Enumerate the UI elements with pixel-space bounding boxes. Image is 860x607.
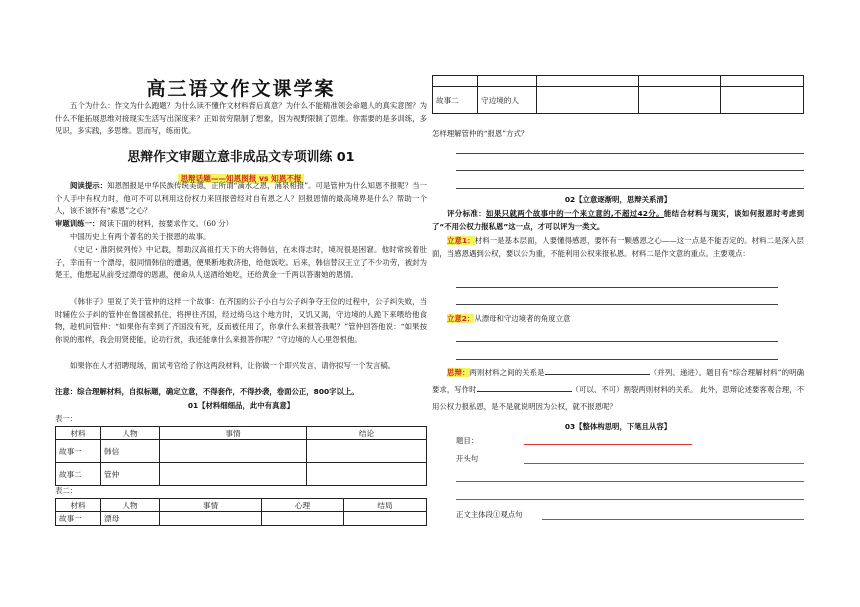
answer-line[interactable] xyxy=(456,359,778,360)
answer-line[interactable] xyxy=(456,153,804,154)
reading-tip-text: 知恩图报是中华民族传统美德，正所谓“滴水之恩，涌泉相报”。可是管仲为什么知恩不报呢？当一个人手中有权力时，他可不可以利用这份权力来回报曾经对自有恩之人？回报恩情的最高境界是什么？帮助一个人，该不该怀有“索恩”之心？ xyxy=(55,181,427,216)
criteria-label: 评分标准： xyxy=(447,209,487,218)
table-row xyxy=(56,440,427,463)
writing-line[interactable] xyxy=(456,481,804,482)
section2-heading: 02【立意逐渐明，思辩关系清】 xyxy=(564,195,672,204)
table-header-cell: 结局 xyxy=(344,499,427,512)
table-header-cell: 结论 xyxy=(307,427,427,440)
relation-blank[interactable] xyxy=(545,366,650,375)
table-row xyxy=(56,463,427,486)
table-cell[interactable] xyxy=(160,512,262,526)
criteria-underlined: 如果只就两个故事中的一个来立意的,不超过42分。 xyxy=(486,209,664,218)
intro-paragraph: 五个为什么：作文为什么跑题？为什么读不懂作文材料背后真意？为什么不能精准领会命题人的真实意图？为什么不能拓展思维对接现实生活写出深度来？正如贫穷限制了想象，因为视野限制了思维。你需要的是多训练，多见识，多实践，多思维。思而写，练而优。 xyxy=(55,101,427,136)
table-cell[interactable]: 漂母 xyxy=(101,512,160,526)
table-cell[interactable] xyxy=(160,440,307,463)
table-cell: 故事一 xyxy=(56,512,101,526)
table-cell[interactable] xyxy=(639,87,721,114)
thinking-paragraph xyxy=(432,364,804,415)
choice-blank[interactable] xyxy=(477,383,572,392)
table-row xyxy=(433,76,804,87)
training-label: 审题训练一： xyxy=(55,219,100,228)
table-cell[interactable] xyxy=(537,76,639,87)
table-cell[interactable] xyxy=(262,512,344,526)
scoring-criteria xyxy=(432,208,804,233)
table-two-continued xyxy=(432,75,804,114)
table-header-cell: 人物 xyxy=(101,499,160,512)
table-header-cell: 人物 xyxy=(101,427,160,440)
table-cell[interactable]: 守边境的人 xyxy=(478,87,537,114)
note-text: 注意：综合理解材料，自拟标题，确定立意，不得套作，不得抄袭，卷面公正，800字以上。 xyxy=(55,387,359,396)
section-subtitle: 思辩作文审题立意非成品文专项训练 01 xyxy=(127,150,355,165)
table-row xyxy=(56,512,427,526)
table-cell[interactable] xyxy=(639,76,721,87)
section3-heading: 03【整体构思明，下笔且从容】 xyxy=(564,422,672,431)
opening-line[interactable] xyxy=(524,463,804,464)
opening-label: 开头句 xyxy=(456,454,479,463)
table-cell xyxy=(433,76,478,87)
table-cell[interactable] xyxy=(344,512,427,526)
thinking-label: 思辩： xyxy=(447,368,470,377)
idea1-text: 材料一是基本层面，人要懂得感恩，要怀有一颗感恩之心——这一点是不能否定的。材料二是深入层面，当感恩遇到公权，要以公为重，不能利用公权来报私恩。材料二是作文意的重点。主要观点： xyxy=(432,236,804,258)
table-cell[interactable] xyxy=(537,87,639,114)
answer-line[interactable] xyxy=(456,188,804,189)
table-header-cell: 心理 xyxy=(262,499,344,512)
section1-heading: 01【材料细细品，此中有真意】 xyxy=(187,401,295,410)
table-one xyxy=(55,426,427,486)
answer-line[interactable] xyxy=(456,170,804,171)
table-header-row xyxy=(56,427,427,440)
answer-line[interactable] xyxy=(456,304,778,305)
body-label: 正文主体段①观点句 xyxy=(456,510,523,519)
idea1-label: 立意1： xyxy=(447,236,475,245)
task-text: 如果你在人才招聘现场，面试考官给了你这两段材料，让你做一个即兴发言，请你拟写一个发言稿。 xyxy=(70,361,396,370)
table-cell[interactable]: 管仲 xyxy=(101,463,160,486)
writing-line[interactable] xyxy=(456,499,804,500)
title-line[interactable] xyxy=(524,444,692,445)
table-cell[interactable] xyxy=(721,76,804,87)
reading-tip xyxy=(55,180,427,218)
story-two: 《韩非子》里说了关于管仲的这样一个故事：在齐国的公子小白与公子纠争夺王位的过程中，公子纠失败，当时辅佐公子纠的管仲在鲁国被抓住，将押往齐国，经过绮乌这个地方时，又饥又渴，守边境的人跪下来喂给他食物，趁机问管仲：“如果你有幸到了齐国没有死，反而被任用了，你拿什么来报答我呢？”管仲回答他说：“如果按你说的那样，我会用贤使能，论功行赏，我还能拿什么来报答你呢？”守边境的人心里怨恨他。 xyxy=(55,297,427,344)
table-header-cell: 材料 xyxy=(56,499,101,512)
table-cell: 故事二 xyxy=(56,463,101,486)
table2-caption: 表二： xyxy=(55,486,78,495)
idea2-text: 从漂母和守边境者的角度立意 xyxy=(474,314,571,323)
table-cell: 故事一 xyxy=(56,440,101,463)
topic-text: 思辩话题——知恩图报 vs 知恩不报 xyxy=(180,174,302,183)
thinking-part2: （并列、递进）。题目有“综合理解材料”的明确要求，写作时 xyxy=(432,368,804,394)
table-header-row xyxy=(56,499,427,512)
page-title: 高三语文作文课学案 xyxy=(146,78,336,100)
question-text: 怎样理解管仲的“报恩”方式？ xyxy=(432,129,529,138)
table-cell[interactable] xyxy=(478,76,537,87)
story-one: 《史记・淮阴侯列传》中记载，帮助汉高祖打天下的大将韩信，在未得志时，境况很是困窘。他时常挨着肚子，幸而有一个漂母，很同情韩信的遭遇，便果断地救济他，给他饭吃。后来，韩信替汉王立了不少功劳，被封为楚王，他想起从前受过漂母的恩惠，便命从人送酒给她吃，还给黄金一千两以答谢她的恩情。 xyxy=(55,245,427,280)
training-instruction xyxy=(55,218,427,231)
answer-line[interactable] xyxy=(456,341,778,342)
training-text: 阅读下面的材料，按要求作文。（60 分） xyxy=(99,219,234,228)
table-cell[interactable] xyxy=(307,463,427,486)
table-row xyxy=(433,87,804,114)
table-header-cell: 事情 xyxy=(160,499,262,512)
table1-caption: 表一： xyxy=(55,414,78,423)
thinking-part1: 两则材料之间的关系是 xyxy=(469,368,545,377)
table-cell[interactable] xyxy=(307,440,427,463)
table-cell: 故事二 xyxy=(433,87,478,114)
idea-two xyxy=(432,313,804,326)
body-line[interactable] xyxy=(542,519,804,520)
table-cell[interactable] xyxy=(721,87,804,114)
table-header-cell: 事情 xyxy=(160,427,307,440)
table-cell[interactable] xyxy=(160,463,307,486)
idea-one xyxy=(432,235,804,260)
reading-tip-label: 阅读提示： xyxy=(70,181,108,190)
idea2-label: 立意2： xyxy=(447,314,475,323)
material-intro: 中国历史上有两个著名的关于报恩的故事。 xyxy=(70,232,211,241)
thinking-part3: （可以、不可）割裂两则材料的关系。 此外，思辩论述要客观合理，不用公权力报私恩，是不是就说明因为公权，就不报恩呢？ xyxy=(432,385,804,411)
title-label: 题目： xyxy=(456,436,479,445)
table-cell[interactable]: 韩信 xyxy=(101,440,160,463)
table-two xyxy=(55,498,427,526)
answer-line[interactable] xyxy=(456,287,778,288)
table-header-cell: 材料 xyxy=(56,427,101,440)
criteria-rest: 能结合材料与现实，谈如何报恩时考虑到了“不用公权力报私恩”这一点，才可以评为一类文。 xyxy=(432,209,804,231)
